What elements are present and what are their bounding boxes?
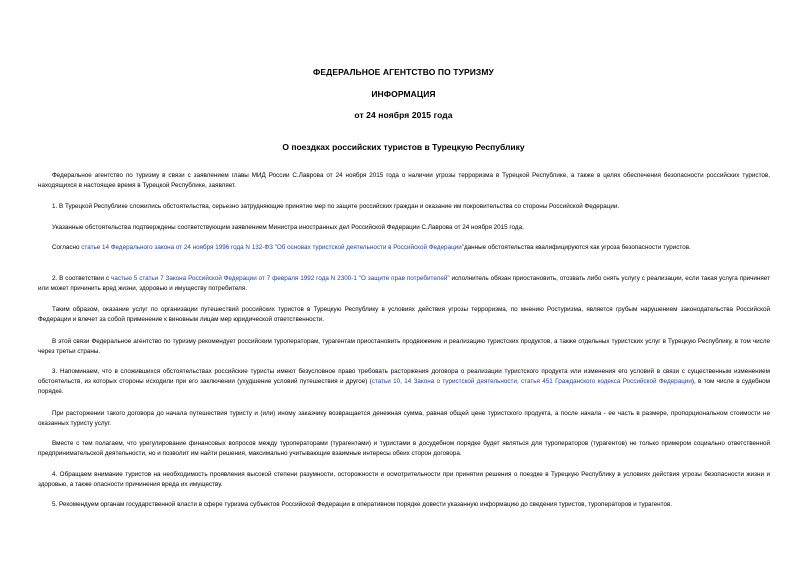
document-type-heading: ИНФОРМАЦИЯ bbox=[371, 89, 436, 99]
paragraph-settlement: Вместе с тем полагаем, что урегулирование финансовых вопросов между туроператорами (турагентами) и туристами в досудебном порядке будет являться для туроператоров (турагентов) не только примером социально ответственной предпринимательской деятельности, но и позволит им найти решения, максимально учитывающие взаимные интересы обеих сторон договора. bbox=[38, 440, 770, 457]
paragraph-1-confirmation: Указанные обстоятельства подтверждены соответствующим заявлением Министра иностранных дел Российской Федерации С.Лаврова от 24 ноября 2015 года. bbox=[52, 224, 524, 231]
paragraph-text: Согласно bbox=[52, 244, 82, 251]
tourism-law-civil-code-link[interactable]: статьи 10, 14 Закона о туристской деятельности, статья 451 Гражданского кодекса Российской Федерации bbox=[371, 378, 692, 385]
paragraph-intro: Федеральное агентство по туризму в связи с заявлением главы МИД России С.Лаврова от 24 ноября 2015 года о наличии угрозы терроризма в Турецкой Республике, а также в целях обеспечения безопасности российских туристов, находящихся в настоящее время в Турецкой Республике, заявляет. bbox=[38, 172, 770, 189]
paragraph-text: данные обстоятельства квалифицируются как угроза безопасности туристов. bbox=[463, 244, 691, 251]
paragraph-text: ), в том числе в судебном порядке. bbox=[38, 378, 770, 395]
paragraph-1: 1. В Турецкой Республике сложились обстоятельства, серьезно затрудняющие принятие мер по защите российских граждан и оказание им покровительства со стороны Российской Федерации. bbox=[52, 203, 620, 210]
paragraph-text: 2. В соответствии с bbox=[52, 275, 112, 282]
paragraph-refund: При расторжении такого договора до начала путешествия туристу и (или) иному заказчику возвращается денежная сумма, равная общей цене туристского продукта, а после начала - ее часть в размере, пропорциональном стоимости не оказанных туристу услуг. bbox=[38, 410, 770, 427]
paragraph-4: 4. Обращаем внимание туристов на необходимость проявления высокой степени разумности, осторожности и осмотрительности при принятии решения о поездке в Турецкую Республику в условиях действия угрозы безопасности жизни и здоровью, а также опасности причинения вреда их имуществу. bbox=[38, 471, 770, 488]
paragraph-5: 5. Рекомендуем органам государственной власти в сфере туризма субъектов Российской Федерации в оперативном порядке довести указанную информацию до сведения туристов, туроператоров и турагентов. bbox=[52, 501, 673, 508]
paragraph-law-reference bbox=[38, 243, 770, 253]
paragraph-text: исполнитель обязан приостановить, отозвать либо снять услугу с реализации, если такая услуга причиняет или может причинить вред жизни, здоровью и имуществу потребителя. bbox=[38, 275, 770, 292]
paragraph-3 bbox=[38, 367, 770, 397]
consumer-rights-law-link[interactable]: частью 5 статьи 7 Закона Российской Федерации от 7 февраля 1992 года N 2300-1 "О защите прав потребителей" bbox=[111, 275, 450, 282]
document-title: О поездках российских туристов в Турецкую Республику bbox=[282, 142, 525, 152]
paragraph-violation: Таким образом, оказание услуг по организации путешествий российских туристов в Турецкую Республику в условиях действия угрозы терроризма, по мнению Ростуризма, является грубым нарушением законодательства Российской Федерации и влечет за собой применение к виновным лицам мер юридической ответственности. bbox=[38, 306, 770, 323]
document-date: от 24 ноября 2015 года bbox=[354, 110, 453, 120]
law-132-fz-link[interactable]: статье 14 Федерального закона от 24 ноября 1996 года N 132-ФЗ "Об основах туристской деятельности в Российской Федерации" bbox=[81, 244, 464, 251]
paragraph-recommendation: В этой связи Федеральное агентство по туризму рекомендует российским туроператорам, турагентам приостановить продвижение и реализацию туристских продуктов, а также отдельных туристских услуг в Турецкую Республику, в том числе через третьи страны. bbox=[38, 338, 770, 355]
paragraph-2 bbox=[38, 274, 770, 294]
agency-heading: ФЕДЕРАЛЬНОЕ АГЕНТСТВО ПО ТУРИЗМУ bbox=[313, 67, 494, 77]
paragraph-text: 3. Напоминаем, что в сложившихся обстоятельствах российские туристы имеют безусловное право требовать расторжения договора о реализации туристского продукта или изменения его условий в связи с существенным изменением обстоятельств, из которых стороны исходили при его заключении (ухудшение условий путешествия и другое) ( bbox=[38, 368, 770, 385]
